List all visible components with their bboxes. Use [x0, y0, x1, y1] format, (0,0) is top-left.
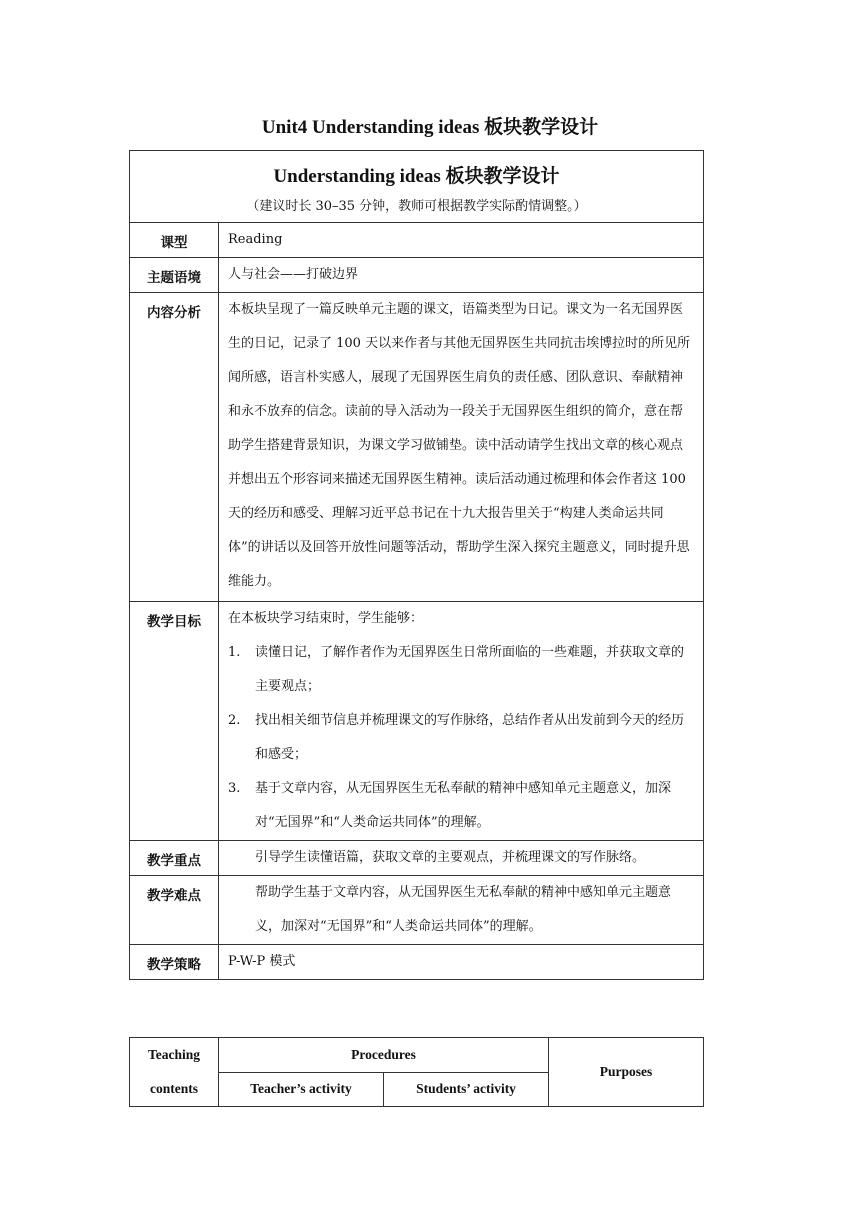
row-label-type: 课型 [130, 223, 219, 258]
table-row [130, 258, 704, 293]
table-subtitle: （建议时长 30–35 分钟，教师可根据教学实际酌情调整。） [246, 199, 587, 214]
table-row [130, 876, 704, 945]
list-item [228, 636, 695, 704]
list-number: 1. [228, 645, 241, 660]
table-title: Understanding ideas 板块教学设计 [273, 166, 560, 187]
row-label-theme: 主题语境 [130, 258, 219, 293]
table-row [130, 945, 704, 980]
teaching-contents-line1: Teaching [147, 1047, 201, 1062]
teaching-contents-line2: contents [150, 1081, 198, 1096]
objectives-list [228, 636, 695, 840]
list-text: 找出相关细节信息并梳理课文的写作脉络，总结作者从出发前到今天的经历和感受； [255, 713, 685, 762]
table-header-row [130, 151, 704, 223]
table-header [130, 151, 704, 223]
row-value-strategy: P-W-P 模式 [219, 945, 704, 980]
row-value-type: Reading [219, 223, 704, 258]
row-value-theme: 人与社会——打破边界 [219, 258, 704, 293]
row-label-strategy: 教学策略 [130, 945, 219, 980]
purposes-header: Purposes [549, 1038, 704, 1107]
procedures-table [129, 1037, 704, 1107]
list-item [228, 704, 695, 772]
table-row [130, 841, 704, 876]
row-label-objectives: 教学目标 [130, 602, 219, 841]
page-title: Unit4 Understanding ideas 板块教学设计 [261, 117, 599, 138]
row-label-difficulties: 教学难点 [130, 876, 219, 945]
row-label-key-points: 教学重点 [130, 841, 219, 876]
table-row [130, 223, 704, 258]
list-number: 2. [228, 713, 241, 728]
row-value-key-points: 引导学生读懂语篇，获取文章的主要观点，并梳理课文的写作脉络。 [219, 841, 704, 876]
procedures-header-row [130, 1038, 704, 1073]
row-label-analysis: 内容分析 [130, 293, 219, 602]
teacher-activity-header: Teacher’s activity [219, 1072, 384, 1107]
list-text: 读懂日记，了解作者作为无国界医生日常所面临的一些难题，并获取文章的主要观点； [255, 645, 685, 694]
list-text: 基于文章内容，从无国界医生无私奉献的精神中感知单元主题意义，加深对“无国界”和“人类命运共同体”的理解。 [255, 781, 672, 830]
list-item [228, 772, 695, 840]
objectives-intro: 在本板块学习结束时，学生能够： [228, 611, 424, 626]
procedures-header: Procedures [219, 1038, 549, 1073]
row-value-difficulties: 帮助学生基于文章内容，从无国界医生无私奉献的精神中感知单元主题意义，加深对“无国界”和“人类命运共同体”的理解。 [219, 876, 704, 945]
lesson-plan-table [129, 150, 704, 980]
row-value-analysis: 本板块呈现了一篇反映单元主题的课文，语篇类型为日记。课文为一名无国界医生的日记，记录了 100 天以来作者与其他无国界医生共同抗击埃博拉时的所见所闻所感，语言朴实感人，展现了无国界医生肩负的责任感、团队意识、奉献精神和永不放弃的信念。读前的导入活动为一段关于无国界医生组织的简介，意在帮助学生搭建背景知识，为课文学习做铺垫。读中活动请学生找出文章的核心观点并想出五个形容词来描述无国界医生精神。读后活动通过梳理和体会作者这 100 天的经历和感受、理解习近平总书记在十九大报告里关于“构建人类命运共同体”的讲话以及回答开放性问题等活动，帮助学生深入探究主题意义，同时提升思维能力。 [219, 293, 704, 602]
teaching-contents-header [130, 1038, 219, 1107]
table-row [130, 293, 704, 602]
table-row [130, 602, 704, 841]
students-activity-header: Students’ activity [384, 1072, 549, 1107]
list-number: 3. [228, 781, 241, 796]
row-value-objectives [219, 602, 704, 841]
